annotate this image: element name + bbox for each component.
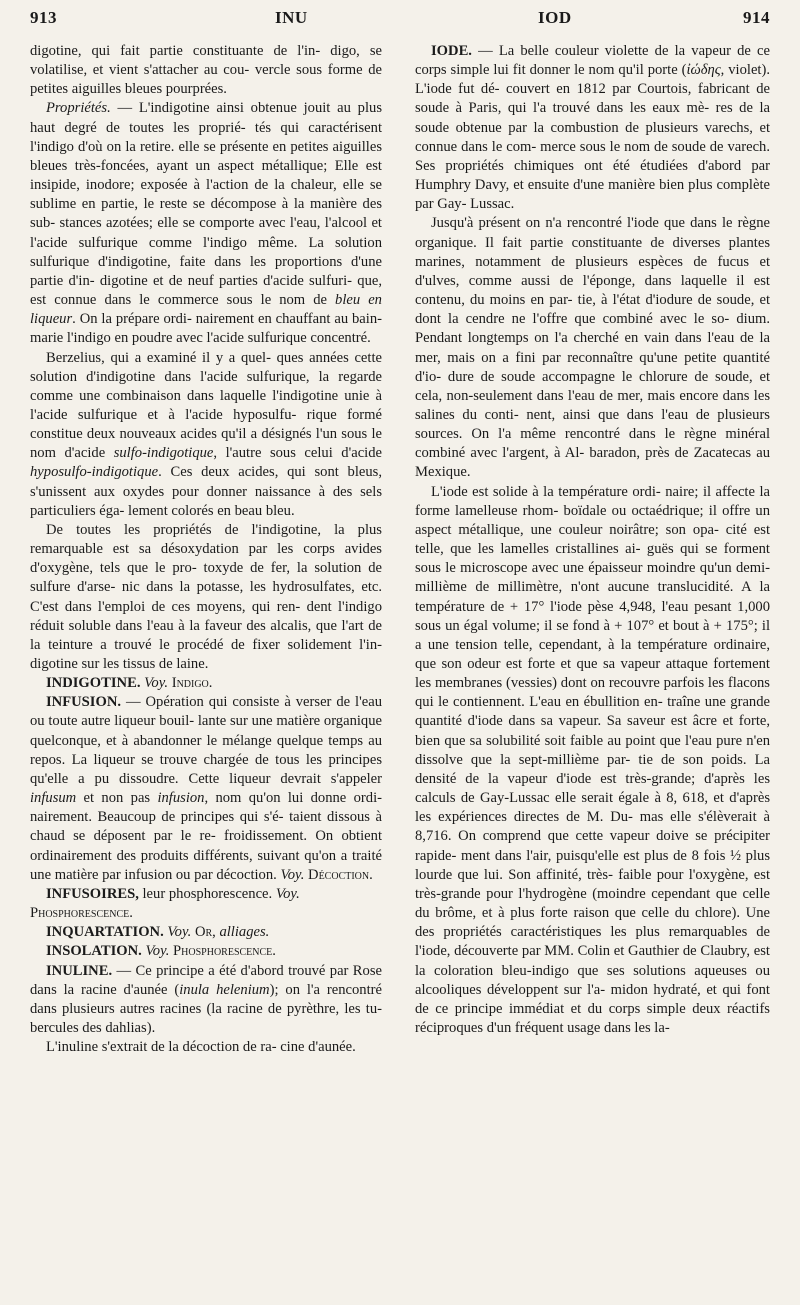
left-page-number: 913 — [30, 8, 57, 27]
entry-insolation: INSOLATION. Voy. Phosphorescence. — [46, 943, 276, 960]
term: infusion — [157, 790, 205, 807]
left-catchword: INU — [275, 8, 308, 27]
section-heading: Propriétés. — [46, 100, 111, 117]
paragraph-properties: Propriétés. — L'indigotine ainsi obtenue jouit au plus haut degré de toutes les proprié- tés qui caractérisent l'indigo d'où on la retire. elle se présente en petites aiguilles bleues très-foncées, ayant un aspect métallique; Elle est insipide, inodore; exposée à l'action de la chaleur, elle se sublime en partie, le reste se décompose à la manière des sub- stances azotées; elle se comporte avec l'eau, l'alcool et l'acide sulfurique comme l'indigo même. La solution sulfurique d'indigotine, faite dans les proportions d'une partie d'in- digotine et de neuf parties d'acide sulfuri- que, est connue dans le commerce sous le nom de bleu en liqueur. On la prépare ordi- nairement en chauffant au bain-marie l'indigo en poudre avec l'acide sulfurique concentré. — [30, 100, 382, 347]
entry-inuline: INULINE. — Ce principe a été d'abord trouvé par Rose dans la racine d'aunée (inula helenium); on l'a rencontré dans plusieurs autres racines (la racine de pyrèthre, les tu- bercules des dahlias). — [30, 962, 382, 1036]
cross-reference: Indigo. — [171, 675, 213, 692]
running-head — [30, 8, 770, 34]
entry-headword: IODE. — [431, 43, 472, 59]
term: bleu en liqueur — [30, 292, 382, 328]
paragraph: L'inuline s'extrait de la décoction de ra- cine d'aunée. — [46, 1039, 356, 1056]
term: hyposulfo-indigotique — [30, 464, 159, 481]
right-column — [415, 42, 770, 1038]
entry-headword: INSOLATION. — [46, 943, 142, 960]
paragraph: Jusqu'à présent on n'a rencontré l'iode que dans le règne organique. Il fait partie constituante de diverses plantes marines, notamment de plusieurs espèces de fucus et d'ulves, comme aussi de l'éponge, dans laquelle il est contenu, du moins en par- tie, à l'état d'iodure de soude, et dont la cendre ne l'offre que combiné avec le so- dium. Pendant longtemps on l'a cherché en vain dans l'eau de la mer, mais on a fini par reconnaître qu'une petite quantité d'io- dure de soude accompagne le chlorure de soude, et cela, non-seulement dans l'eau de mer, mais encore dans les salines du conti- nent, ainsi que dans l'eau de plusieurs sources. On l'a même rencontré dans le règne minéral combiné avec l'argent, à Al- baradon, près de Zacatecas au Mexique. — [415, 215, 770, 481]
term: sulfo-indigotique — [113, 445, 214, 462]
paragraph: L'iode est solide à la température ordi- naire; il affecte la forme lamelleuse rhom- boïdale ou octaédrique; il offre un aspect métallique, une couleur noirâtre; son opa- cité est telle, que les lamelles cristallines ai- guës qui se forment sous le microscope avec une épaisseur moindre qu'un demi-millième de millimètre, n'ont aucune translucidité. A la température de + 17° l'iode pèse 4,948, l'eau pesant 1,000 sous un égal volume; il se fond à + 107° et bout à + 175°; il a une tension telle, cependant, à la température ordinaire, que son odeur est forte et que sa vapeur attaque fortement les membranes (vessies) dont on recouvre parfois les flacons qui le contiennent. L'eau en ébullition en- traîne une grande quantité d'iode dans sa vapeur. Sa saveur est âcre et forte, bien que sa solubilité soit faible au point que l'eau pure n'en dissolve que la sept-millième par- tie de son poids. La densité de la vapeur d'iode est très-grande; d'après les calculs de Gay-Lussac elle serait égale à 8, 618, et d'après les expériences directes de M. Du- mas elle s'élèverait à 8,716. On comprend que cette vapeur doive se précipiter rapide- ment dans l'air, puisqu'elle est plus de 8 fois ½ plus lourde que lui. Son affinité, très- faible pour l'oxygène, est très-grande pour l'hydrogène (moindre cependant que celle du brôme, et à plus forte raison que celle du chlore). Une des propriétés caractéristiques les plus remarquables de l'iode, découverte par MM. Colin et Gauthier de Claubry, est la coloration bleu-indigo que ses solutions aqueuses ou alcooliques développent sur l'a- midon hydraté, et qui font de ce principe immédiat et du corps simple deux réactifs réciproques d'un fréquent usage dans les la- — [415, 483, 770, 1036]
entry-iode: IODE. — La belle couleur violette de la vapeur de ce corps simple lui fit donner le nom qu'il porte (ἰώδης, violet). L'iode fut dé- couvert en 1812 par Courtois, fabricant de soude à Paris, qui l'a trouvé dans les eaux mè- res de la soude obtenue par la combustion de plusieurs varechs, et connue dans le com- merce sous le nom de soude de varech. Ses propriétés chimiques ont été étudiées d'abord par Humphry Davy, et ensuite d'une manière bien plus complète par Gay- Lussac. — [415, 43, 770, 213]
entry-headword: INFUSOIRES, — [46, 885, 139, 902]
entry-infusoires: INFUSOIRES, leur phosphorescence. Voy. Phosphorescence. — [30, 885, 300, 922]
cross-reference: Or, — [194, 924, 216, 941]
term: infusum — [30, 790, 77, 807]
cross-reference: Décoction. — [304, 866, 373, 883]
right-catchword: IOD — [538, 8, 572, 27]
entry-headword: INFUSION. — [46, 694, 122, 711]
right-page-number: 914 — [743, 8, 770, 27]
cross-reference: Phosphorescence. — [173, 943, 276, 960]
paragraph: De toutes les propriétés de l'indigotine, la plus remarquable est sa désoxydation par les corps avides d'oxygène, tels que le pro- toxyde de fer, la solution de sulfure d'arse- nic dans la potasse, les hydrosulfates, etc. C'est dans l'emploi de ces moyens, qui ren- dent l'indigo réduit soluble dans l'eau à la faveur des alcalis, que l'art de la teinture a trouvé le procédé de fixer solidement l'in- digotine sur les tissus de laine. — [30, 521, 382, 672]
left-column — [30, 42, 382, 1057]
entry-headword: INDIGOTINE. — [46, 675, 141, 692]
term: inula helenium — [179, 981, 270, 998]
entry-headword: INULINE. — [46, 962, 113, 979]
paragraph-berzelius: Berzelius, qui a examiné il y a quel- ques années cette solution d'indigotine dans l'acide sulfurique, la regarde comme une combinaison dans laquelle l'indigotine unie à l'acide sulfurique et à l'acide hyposulfu- rique formé constitue deux nouveaux acides qu'il a désignés l'un sous le nom d'acide sulfo-indigotique, l'autre sous celui d'acide hyposulfo-indigotique. Ces deux acides, qui sont bleus, s'unissent aux oxydes pour donner naissance à des sels particuliers éga- lement colorés en beau bleu. — [30, 349, 382, 519]
greek-etymon: ἰώδης — [686, 62, 721, 79]
entry-headword: INQUARTATION. — [46, 924, 164, 941]
paragraph: digotine, qui fait partie constituante de l'in- digo, se volatilise, et vient s'attacher au cou- vercle sous forme de petites aiguilles bleues pourprées. — [30, 43, 382, 98]
cross-reference: Phosphorescence. — [30, 905, 133, 922]
entry-indigotine: INDIGOTINE. Voy. Indigo. — [46, 675, 213, 692]
entry-infusion: INFUSION. — Opération qui consiste à verser de l'eau ou toute autre liqueur bouil- lante sur une matière organique quelconque, et à abandonner le mélange quelque temps au repos. La liqueur se trouve chargée de tous les principes qu'elle a pu dissoudre. Cette liqueur devrait s'appeler infusum et non pas infusion, nom qu'on lui donne ordi- nairement. Beaucoup de principes qui s'é- taient dissous à chaud se déposent par le re- froidissement. On obtient ordinairement des produits différents, suivant qu'on a traité une matière par infusion ou par décoction. Voy. Décoction. — [30, 694, 382, 883]
entry-inquartation: INQUARTATION. Voy. Or, alliages. — [46, 924, 270, 941]
